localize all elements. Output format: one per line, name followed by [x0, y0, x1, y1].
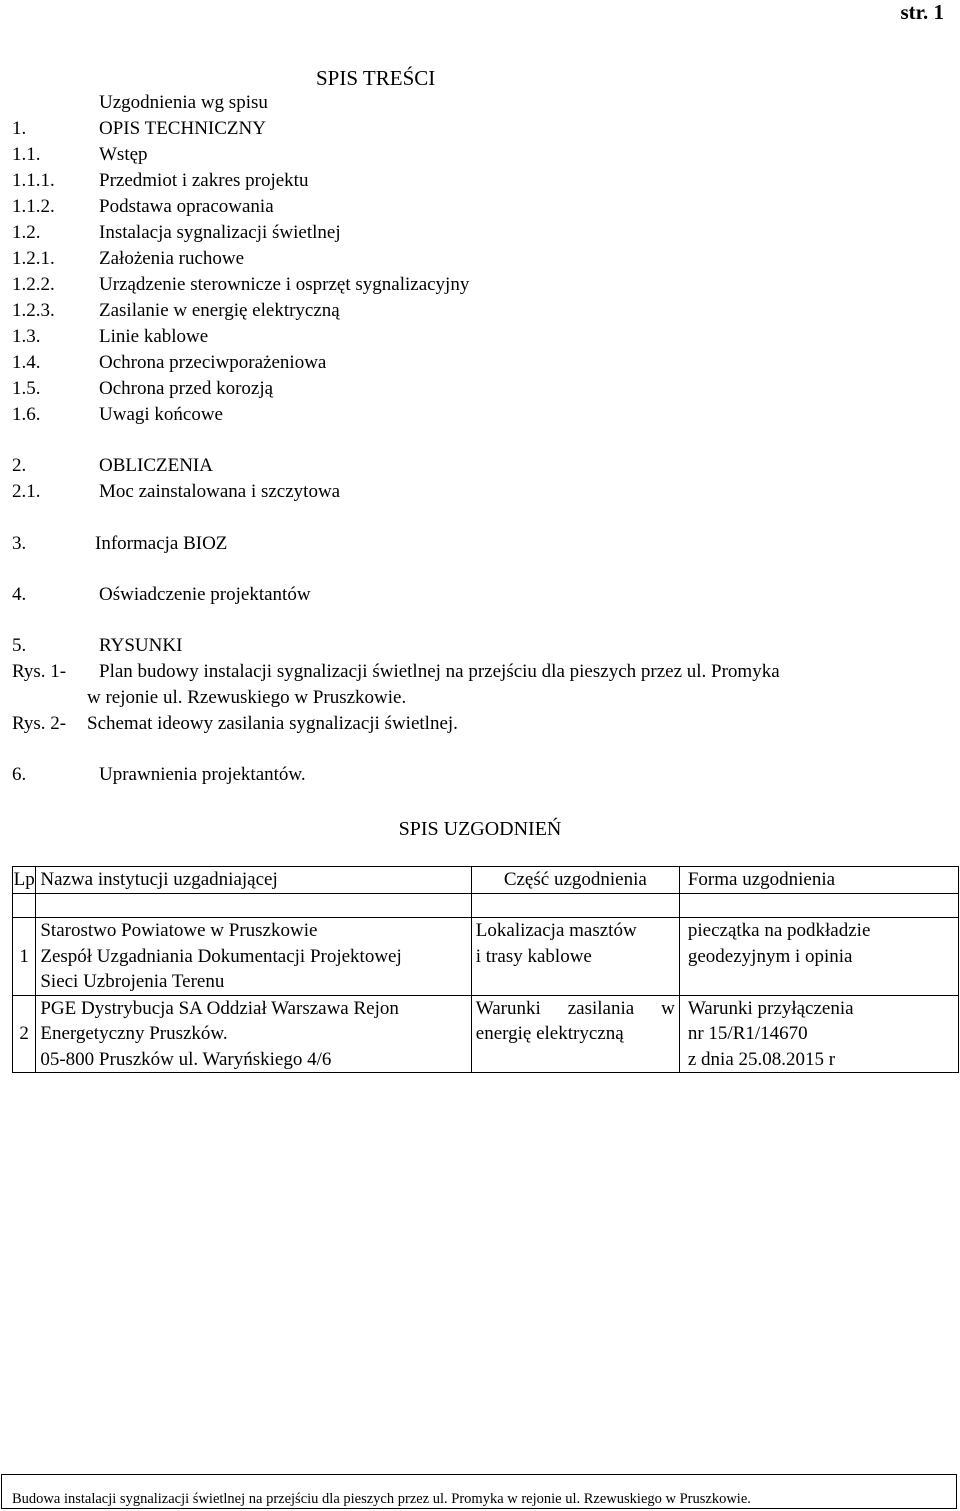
form-line: Warunki przyłączenia — [687, 997, 854, 1019]
row-part — [471, 918, 679, 996]
table-header-row — [13, 867, 959, 894]
row-institution — [36, 918, 471, 996]
spacer-cell — [471, 894, 679, 918]
form-line: pieczątka na podkładzie — [687, 920, 871, 941]
toc-entry-label: OBLICZENIA — [99, 455, 213, 476]
drawing-prefix: Rys. 1- — [12, 661, 67, 682]
toc-entry-label: Zasilanie w energię elektryczną — [99, 300, 340, 321]
toc-entry-label: Wstęp — [99, 144, 148, 165]
footer-text: Budowa instalacji sygnalizacji świetlnej na przejściu dla pieszych przez ul. Promyka w rejonie ul. Rzewuskiego w Pruszkowie. — [12, 1491, 751, 1507]
toc-entry-label: Uprawnienia projektantów. — [99, 764, 306, 785]
institution-line: 05-800 Pruszków ul. Waryńskiego 4/6 — [40, 1048, 332, 1070]
row-institution — [36, 995, 471, 1073]
toc-entry-label: Linie kablowe — [99, 326, 209, 347]
spacer-cell — [679, 894, 958, 918]
toc-entry-label: Ochrona przeciwporażeniowa — [99, 352, 327, 373]
toc-entry-label: OPIS TECHNICZNY — [99, 118, 266, 139]
institution-line: Zespół Uzgadniania Dokumentacji Projektowej — [40, 945, 402, 967]
agreements-table — [12, 866, 959, 1073]
toc-entry-label: Urządzenie sterownicze i osprzęt sygnalizacyjny — [99, 274, 470, 295]
institution-line: Starostwo Powiatowe w Pruszkowie — [40, 920, 318, 941]
page-number: str. 1 — [900, 0, 944, 24]
toc-title: SPIS TREŚCI — [316, 66, 436, 90]
agreements-title: SPIS UZGODNIEŃ — [398, 818, 562, 840]
header-form: Forma uzgodnienia — [679, 867, 958, 894]
toc-entry-number: 1.2.3. — [12, 300, 55, 321]
toc-entry-number: 5. — [12, 635, 27, 656]
toc-entry-label: Moc zainstalowana i szczytowa — [99, 481, 341, 502]
toc-entry-number: 6. — [12, 764, 27, 785]
toc-entry-label: Założenia ruchowe — [99, 248, 245, 269]
toc-entry-label: Przedmiot i zakres projektu — [99, 170, 309, 191]
institution-line: PGE Dystrybucja SA Oddział Warszawa Rejon — [40, 997, 399, 1019]
institution-line: Energetyczny Pruszków. — [40, 1023, 228, 1044]
toc-entry-number: 1.5. — [12, 378, 41, 399]
row-form — [679, 918, 958, 996]
header-institution: Nazwa instytucji uzgadniającej — [36, 867, 471, 894]
toc-entry-label: RYSUNKI — [99, 635, 183, 656]
toc-entry-number: 2.1. — [12, 481, 41, 502]
toc-entry-number: 3. — [12, 533, 27, 554]
page-footer — [1, 1474, 957, 1509]
part-line: Warunki zasilania w — [475, 997, 675, 1019]
row-lp: 2 — [13, 995, 36, 1073]
toc-entry-number: 1.1.2. — [12, 196, 55, 217]
toc-entry-number: 1.1.1. — [12, 170, 55, 191]
toc-entry-label: Ochrona przed korozją — [99, 378, 274, 399]
table-spacer-row — [13, 894, 959, 918]
toc-entry-number: 1.2.1. — [12, 248, 55, 269]
toc-entry-label: Instalacja sygnalizacji świetlnej — [99, 222, 341, 243]
spacer-cell — [36, 894, 471, 918]
toc-entry-number: 1.2.2. — [12, 274, 55, 295]
toc-entry-number: 1.3. — [12, 326, 41, 347]
institution-line: Sieci Uzbrojenia Terenu — [40, 971, 225, 992]
toc-entry-label: Uwagi końcowe — [99, 404, 223, 425]
toc-entry-number: 4. — [12, 584, 27, 605]
drawing-entry — [12, 659, 780, 685]
header-lp: Lp — [13, 867, 36, 894]
part-line: energię elektryczną — [475, 1023, 624, 1044]
table-row — [13, 918, 959, 996]
drawing-title-continued: w rejonie ul. Rzewuskiego w Pruszkowie. — [87, 687, 407, 708]
toc-entry-label: Uzgodnienia wg spisu — [99, 92, 268, 113]
row-lp: 1 — [13, 918, 36, 996]
toc-entry-label: Podstawa opracowania — [99, 196, 274, 217]
drawing-title: Plan budowy instalacji sygnalizacji świetlnej na przejściu dla pieszych przez ul. Promyka — [99, 661, 780, 682]
drawing-title: Schemat ideowy zasilania sygnalizacji świetlnej. — [87, 713, 458, 734]
drawing-entry — [12, 711, 458, 737]
form-line: geodezyjnym i opinia — [687, 945, 853, 967]
drawing-prefix: Rys. 2- — [12, 713, 67, 734]
table-row — [13, 995, 959, 1073]
form-line: z dnia 25.08.2015 r — [687, 1048, 836, 1070]
part-line: Lokalizacja masztów — [475, 920, 637, 941]
toc-entry-number: 2. — [12, 455, 27, 476]
row-part — [471, 995, 679, 1073]
toc-entry-number: 1.1. — [12, 144, 41, 165]
part-line: i trasy kablowe — [475, 945, 592, 967]
spacer-cell — [13, 894, 36, 918]
toc-entry-number: 1.2. — [12, 222, 41, 243]
toc-entry-number: 1. — [12, 118, 27, 139]
row-form — [679, 995, 958, 1073]
toc-entry-label: Oświadczenie projektantów — [99, 584, 311, 605]
toc-entry-label: Informacja BIOZ — [95, 533, 228, 554]
toc-entry-number: 1.6. — [12, 404, 41, 425]
header-part: Część uzgodnienia — [471, 867, 679, 894]
form-line: nr 15/R1/14670 — [687, 1023, 808, 1044]
toc-entry-number: 1.4. — [12, 352, 41, 373]
